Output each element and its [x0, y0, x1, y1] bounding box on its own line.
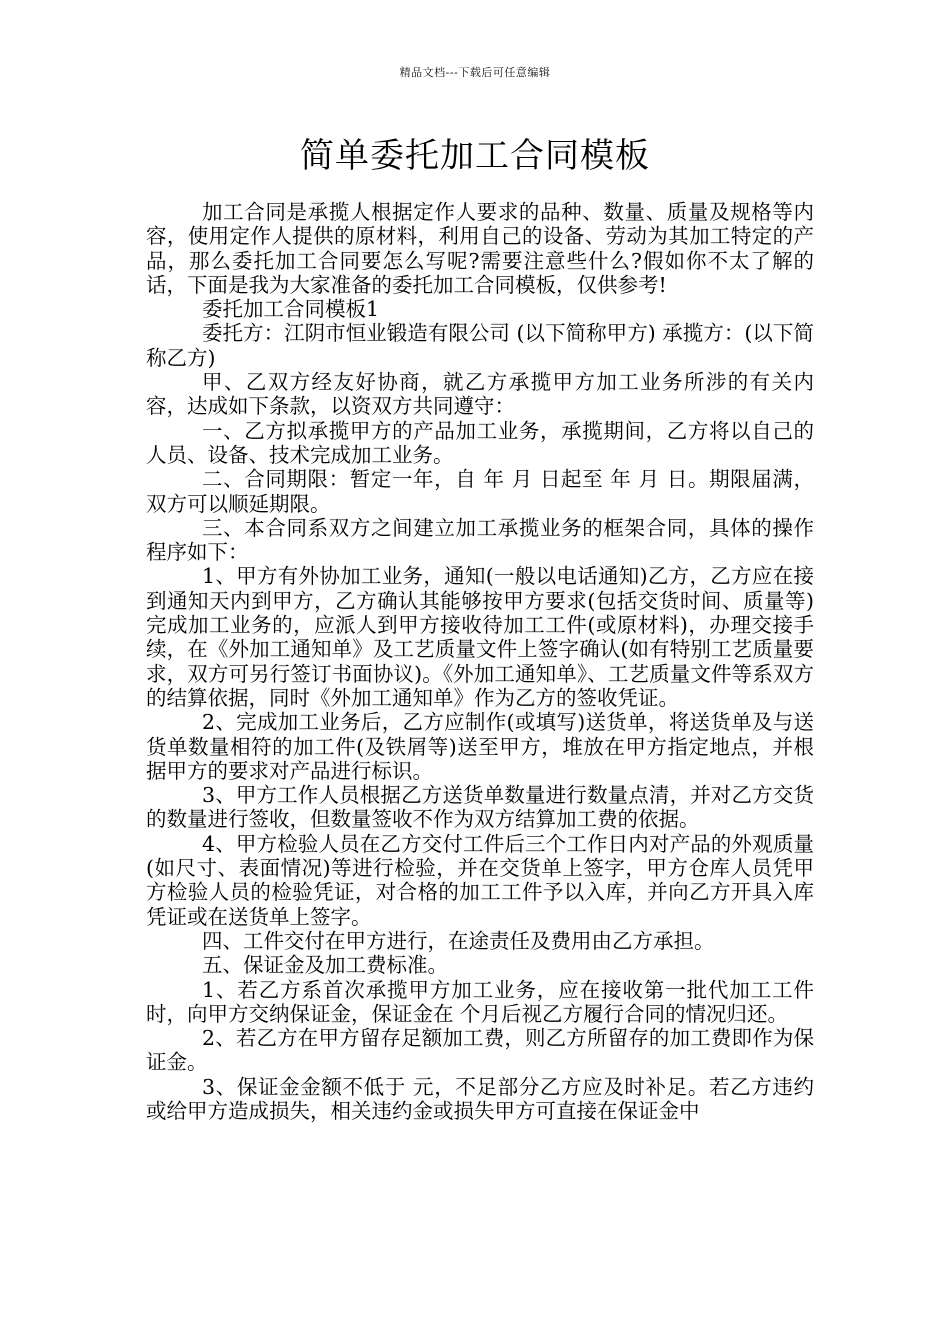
- clause-3-item-2: 2、完成加工业务后，乙方应制作(或填写)送货单，将送货单及与送货单数量相符的加工件(及铁屑等)送至甲方，堆放在甲方指定地点，并根据甲方的要求对产品进行标识。: [146, 710, 814, 783]
- template-heading: 委托加工合同模板1: [202, 297, 380, 322]
- clause-5-item-3: 3、保证金金额不低于 元，不足部分乙方应及时补足。若乙方违约或给甲方造成损失，相关违约金或损失甲方可直接在保证金中: [146, 1074, 814, 1123]
- header-note: 精品文档---下载后可任意编辑: [399, 66, 551, 79]
- clause-4: 四、工件交付在甲方进行，在途责任及费用由乙方承担。: [202, 928, 715, 953]
- clause-2: 二、合同期限：暂定一年，自 年 月 日起至 年 月 日。期限届满，双方可以顺延期限。: [146, 467, 814, 516]
- clause-5-item-2: 2、若乙方在甲方留存足额加工费，则乙方所留存的加工费即作为保证金。: [146, 1026, 814, 1075]
- clause-3: 三、本合同系双方之间建立加工承揽业务的框架合同，具体的操作程序如下：: [146, 515, 814, 565]
- document-body: [146, 200, 814, 1123]
- clause-3-item-4: 4、甲方检验人员在乙方交付工件后三个工作日内对产品的外观质量(如尺寸、表面情况)等进行检验，并在交货单上签字，甲方仓库人员凭甲方检验人员的检验凭证，对合格的加工工件予以入库，并向乙方开具入库凭证或在送货单上签字。: [146, 831, 814, 929]
- clause-5-item-1: 1、若乙方系首次承揽甲方加工业务，应在接收第一批代加工工件时，向甲方交纳保证金，保证金在 个月后视乙方履行合同的情况归还。: [146, 977, 814, 1026]
- clause-5: 五、保证金及加工费标准。: [202, 953, 448, 978]
- intro-paragraph: 加工合同是承揽人根据定作人要求的品种、数量、质量及规格等内容，使用定作人提供的原材料，利用自己的设备、劳动为其加工特定的产品，那么委托加工合同要怎么写呢?需要注意些什么?假如你不太了解的话，下面是我为大家准备的委托加工合同模板，仅供参考!: [146, 200, 814, 297]
- document-title: 简单委托加工合同模板: [300, 136, 650, 176]
- preamble-paragraph: 甲、乙双方经友好协商，就乙方承揽甲方加工业务所涉的有关内容，达成如下条款，以资双方共同遵守：: [146, 370, 814, 419]
- parties-paragraph: 委托方：江阴市恒业锻造有限公司 (以下简称甲方) 承揽方：(以下简称乙方): [146, 321, 814, 370]
- clause-3-item-3: 3、甲方工作人员根据乙方送货单数量进行数量点清，并对乙方交货的数量进行签收，但数量签收不作为双方结算加工费的依据。: [146, 783, 814, 832]
- clause-3-item-1: 1、甲方有外协加工业务，通知(一般以电话通知)乙方，乙方应在接到通知天内到甲方，乙方确认其能够按甲方要求(包括交货时间、质量等)完成加工业务的，应派人到甲方接收待加工工件(或原材料)，办理交接手续，在《外加工通知单》及工艺质量文件上签字确认(如有特别工艺质量要求，双方可另行签订书面协议)。《外加工通知单》、工艺质量文件等系双方的结算依据，同时《外加工通知单》作为乙方的签收凭证。: [146, 564, 814, 710]
- clause-1: 一、乙方拟承揽甲方的产品加工业务，承揽期间，乙方将以自己的人员、设备、技术完成加工业务。: [146, 418, 814, 467]
